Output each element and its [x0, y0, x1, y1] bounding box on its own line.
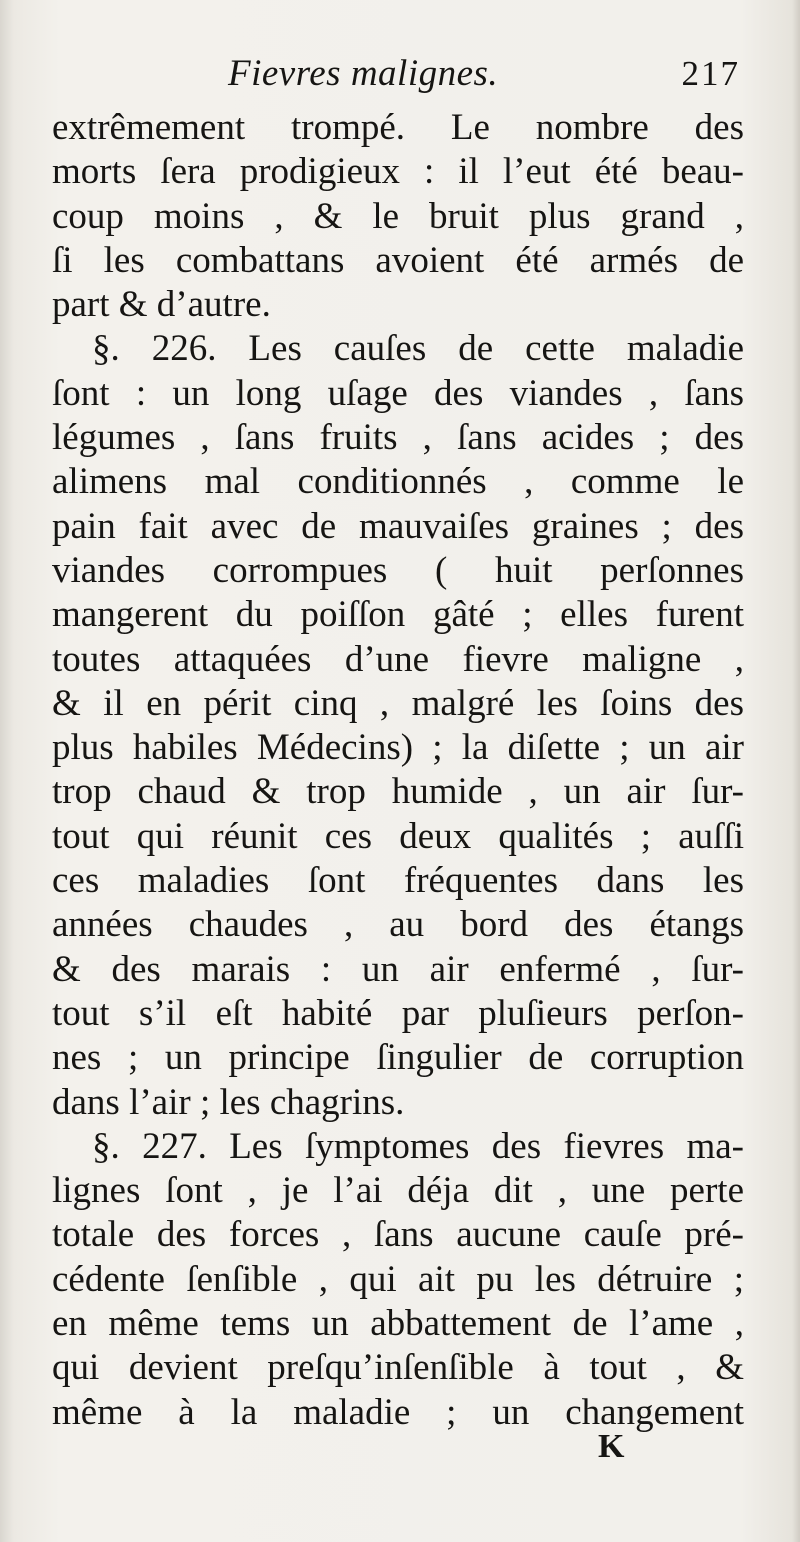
text-line: dans l’air ; les chagrins.: [52, 1081, 405, 1123]
text-line: & des marais : un air enfermé , ſur-: [52, 948, 744, 990]
text-line: §. 226. Les cauſes de cette maladie: [92, 328, 744, 370]
text-line: tout qui réunit ces deux qualités ; auſſi: [52, 815, 744, 857]
text-line: en même tems un abbattement de l’ame ,: [52, 1303, 744, 1345]
text-line: nes ; un principe ſingulier de corruption: [52, 1037, 744, 1079]
text-line: viandes corrompues ( huit perſonnes: [52, 549, 744, 591]
body-text: [52, 106, 744, 1435]
text-line: trop chaud & trop humide , un air ſur-: [52, 771, 744, 813]
page-number: 217: [681, 54, 740, 93]
text-line: tout s’il eſt habité par pluſieurs perſon-: [52, 992, 744, 1034]
text-line: part & d’autre.: [52, 284, 271, 326]
text-line: lignes ſont , je l’ai déja dit , une perte: [52, 1170, 744, 1212]
text-line: légumes , ſans fruits , ſans acides ; des: [52, 417, 744, 459]
text-line: ſi les combattans avoient été armés de: [52, 239, 744, 281]
text-line: ces maladies ſont fréquentes dans les: [52, 860, 744, 902]
text-line: années chaudes , au bord des étangs: [52, 904, 744, 946]
text-line: mangerent du poiſſon gâté ; elles furent: [52, 594, 744, 636]
page-header: [56, 46, 740, 106]
text-line: qui devient preſqu’inſenſible à tout , &: [52, 1347, 744, 1389]
text-line: toutes attaquées d’une fievre maligne ,: [52, 638, 744, 680]
text-line: §. 227. Les ſymptomes des fievres ma-: [92, 1125, 744, 1167]
text-line: pain fait avec de mauvaiſes graines ; des: [52, 505, 744, 547]
text-line: alimens mal conditionnés , comme le: [52, 461, 744, 503]
text-line: & il en périt cinq , malgré les ſoins des: [52, 682, 744, 724]
text-line: même à la maladie ; un changement: [52, 1391, 744, 1433]
text-line: extrêmement trompé. Le nombre des: [52, 107, 744, 148]
text-line: cédente ſenſible , qui ait pu les détruire ;: [52, 1258, 744, 1300]
text-line: ſont : un long uſage des viandes , ſans: [52, 372, 744, 414]
text-line: morts ſera prodigieux : il l’eut été beau-: [52, 151, 744, 193]
text-line: coup moins , & le bruit plus grand ,: [52, 195, 744, 237]
signature-mark: K: [598, 1428, 625, 1465]
text-line: totale des forces , ſans aucune cauſe pré-: [52, 1214, 744, 1256]
running-title: Fievres malignes.: [228, 53, 499, 94]
text-line: plus habiles Médecins) ; la diſette ; un air: [52, 727, 744, 769]
